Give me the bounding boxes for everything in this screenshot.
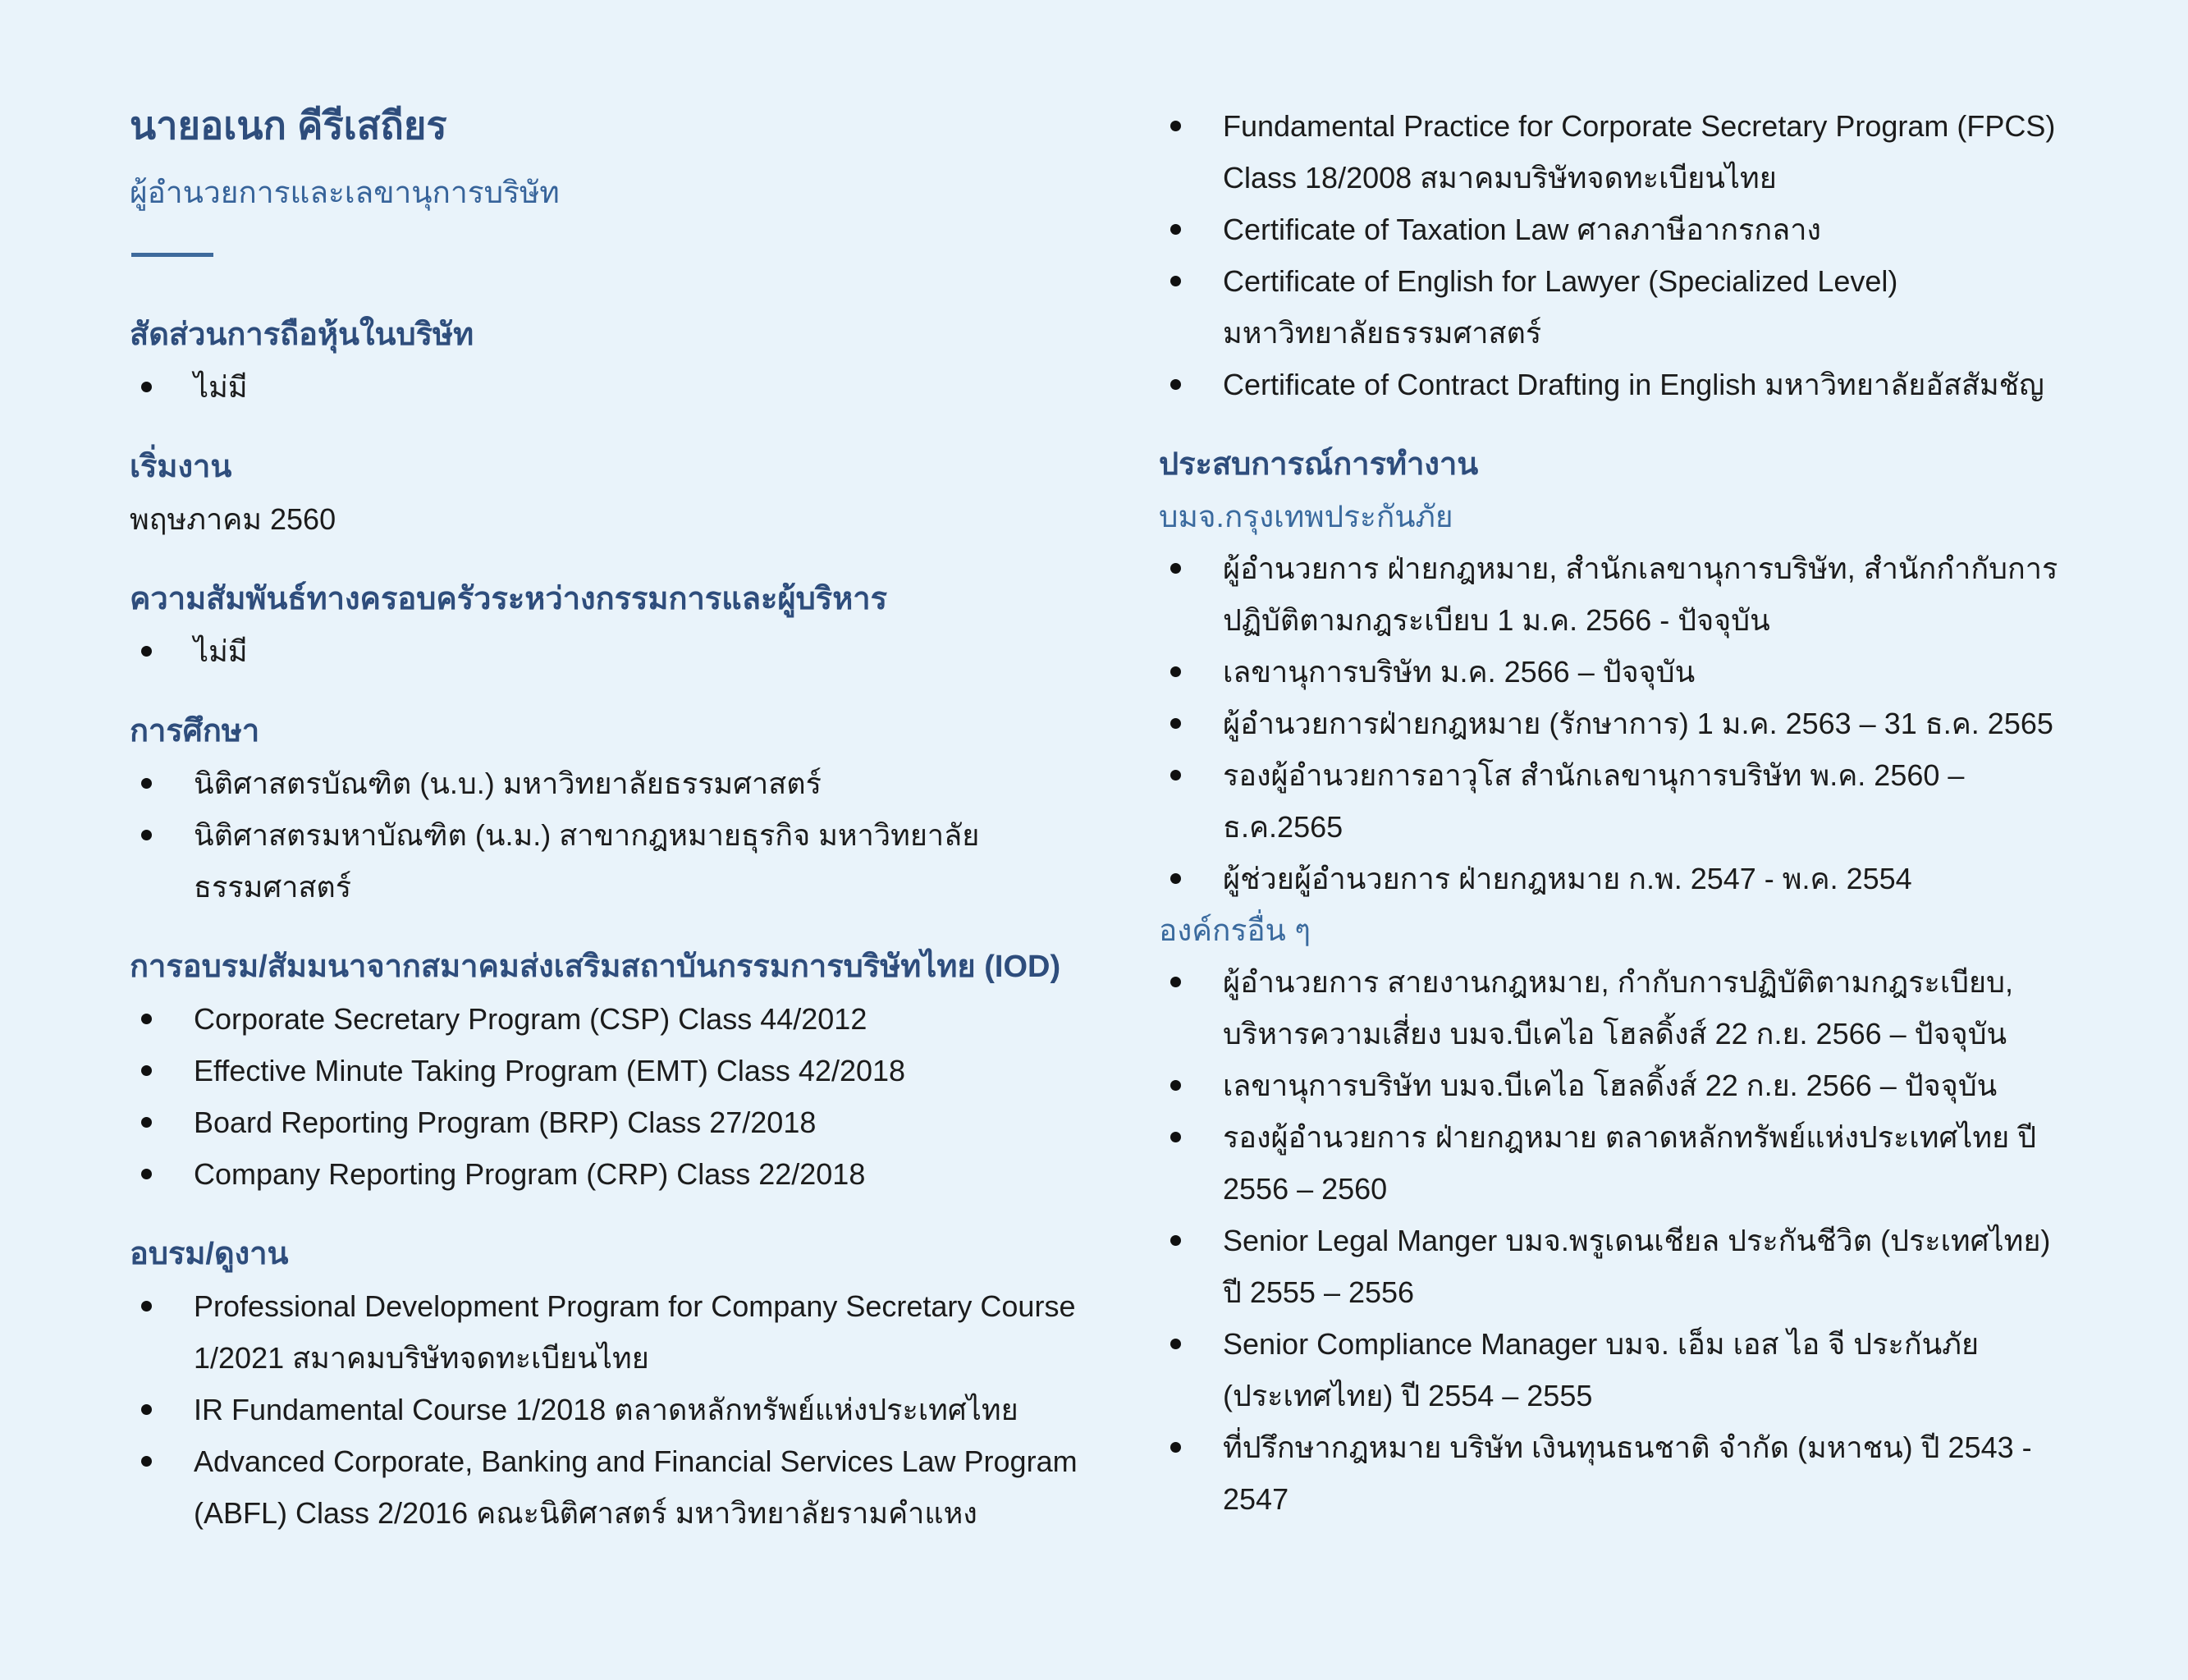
list-item: Senior Compliance Manager บมจ. เอ็ม เอส ไอ จี ประกันภัย (ประเทศไทย) ปี 2554 – 2555 [1159, 1318, 2066, 1421]
list-item: ผู้ช่วยผู้อำนวยการ ฝ่ายกฎหมาย ก.พ. 2547 - พ.ค. 2554 [1159, 853, 2066, 904]
list-item: Advanced Corporate, Banking and Financial Services Law Program (ABFL) Class 2/2016 คณะนิติศาสตร์ มหาวิทยาลัยรามคำแหง [130, 1435, 1098, 1539]
list-item: Company Reporting Program (CRP) Class 22/2018 [130, 1148, 1098, 1200]
section-heading: การอบรม/สัมมนาจากสมาคมส่งเสริมสถาบันกรรมการบริษัทไทย (IOD) [130, 950, 1061, 984]
bullet-list [130, 1280, 1098, 1539]
person-position: ผู้อำนวยการและเลขานุการบริษัท [130, 176, 560, 209]
section-heading: เริ่มงาน [130, 450, 232, 484]
list-item: IR Fundamental Course 1/2018 ตลาดหลักทรัพย์แห่งประเทศไทย [130, 1384, 1098, 1435]
bullet-list [130, 758, 1098, 913]
section-text: พฤษภาคม 2560 [130, 502, 336, 536]
list-item: Professional Development Program for Company Secretary Course 1/2021 สมาคมบริษัทจดทะเบียนไทย [130, 1280, 1098, 1384]
right-column [1159, 100, 2066, 1525]
list-item: เลขานุการบริษัท ม.ค. 2566 – ปัจจุบัน [1159, 646, 2066, 698]
list-item: ที่ปรึกษากฎหมาย บริษัท เงินทุนธนชาติ จำกัด (มหาชน) ปี 2543 - 2547 [1159, 1421, 2066, 1525]
list-item: Senior Legal Manger บมจ.พรูเดนเชียล ประกันชีวิต (ประเทศไทย) ปี 2555 – 2556 [1159, 1215, 2066, 1318]
bullet-list [1159, 956, 2066, 1525]
bullet-list [1159, 100, 2066, 410]
bullet-list [1159, 542, 2066, 904]
bullet-list [130, 361, 1098, 413]
bullet-list [130, 625, 1098, 677]
section-shareholding [130, 309, 1098, 413]
list-item: นิติศาสตรมหาบัณฑิต (น.ม.) สาขากฎหมายธุรกิจ มหาวิทยาลัยธรรมศาสตร์ [130, 809, 1098, 913]
list-item: นิติศาสตรบัณฑิต (น.บ.) มหาวิทยาลัยธรรมศาสตร์ [130, 758, 1098, 809]
list-item: ผู้อำนวยการ สายงานกฎหมาย, กำกับการปฏิบัติตามกฎระเบียบ, บริหารความเสี่ยง บมจ.บีเคไอ โฮลดิ้งส์ 22 ก.ย. 2566 – ปัจจุบัน [1159, 956, 2066, 1060]
list-item: ผู้อำนวยการ ฝ่ายกฎหมาย, สำนักเลขานุการบริษัท, สำนักกำกับการปฏิบัติตามกฎระเบียบ 1 ม.ค. 2566 - ปัจจุบัน [1159, 542, 2066, 646]
list-item: Certificate of Taxation Law ศาลภาษีอากรกลาง [1159, 204, 2066, 255]
list-item: Board Reporting Program (BRP) Class 27/2018 [130, 1096, 1098, 1148]
list-item: รองผู้อำนวยการ ฝ่ายกฎหมาย ตลาดหลักทรัพย์แห่งประเทศไทย ปี 2556 – 2560 [1159, 1111, 2066, 1215]
list-item: Certificate of English for Lawyer (Specialized Level) มหาวิทยาลัยธรรมศาสตร์ [1159, 255, 2066, 359]
section-education [130, 706, 1098, 913]
list-item: Certificate of Contract Drafting in English มหาวิทยาลัยอัสสัมชัญ [1159, 359, 2066, 410]
list-item: รองผู้อำนวยการอาวุโส สำนักเลขานุการบริษัท พ.ค. 2560 – ธ.ค.2565 [1159, 749, 2066, 853]
section-training-continued [1159, 100, 2066, 410]
section-heading: ความสัมพันธ์ทางครอบครัวระหว่างกรรมการและผู้บริหาร [130, 582, 888, 616]
section-other-training [130, 1229, 1098, 1539]
section-start-date [130, 442, 1098, 545]
company-subheading: บมจ.กรุงเทพประกันภัย [1159, 500, 1453, 533]
person-name: นายอเนก คีรีเสถียร [130, 103, 447, 147]
list-item: ไม่มี [130, 625, 1098, 677]
list-item: Effective Minute Taking Program (EMT) Class 42/2018 [130, 1045, 1098, 1096]
list-item: เลขานุการบริษัท บมจ.บีเคไอ โฮลดิ้งส์ 22 ก.ย. 2566 – ปัจจุบัน [1159, 1060, 2066, 1111]
section-family-relationship [130, 574, 1098, 677]
section-heading: การศึกษา [130, 714, 260, 748]
list-item: Corporate Secretary Program (CSP) Class 44/2012 [130, 993, 1098, 1045]
left-column [130, 100, 1098, 1539]
other-organizations-subheading: องค์กรอื่น ๆ [1159, 913, 1311, 947]
section-heading: ประสบการณ์การทำงาน [1159, 447, 1479, 482]
divider [131, 253, 213, 257]
section-heading: สัดส่วนการถือหุ้นในบริษัท [130, 318, 474, 352]
section-iod-training [130, 941, 1098, 1200]
list-item: ผู้อำนวยการฝ่ายกฎหมาย (รักษาการ) 1 ม.ค. 2563 – 31 ธ.ค. 2565 [1159, 698, 2066, 749]
section-heading: อบรม/ดูงาน [130, 1237, 289, 1271]
section-work-experience [1159, 439, 2066, 1525]
list-item: Fundamental Practice for Corporate Secretary Program (FPCS) Class 18/2008 สมาคมบริษัทจดทะเบียนไทย [1159, 100, 2066, 204]
bullet-list [130, 993, 1098, 1200]
list-item: ไม่มี [130, 361, 1098, 413]
